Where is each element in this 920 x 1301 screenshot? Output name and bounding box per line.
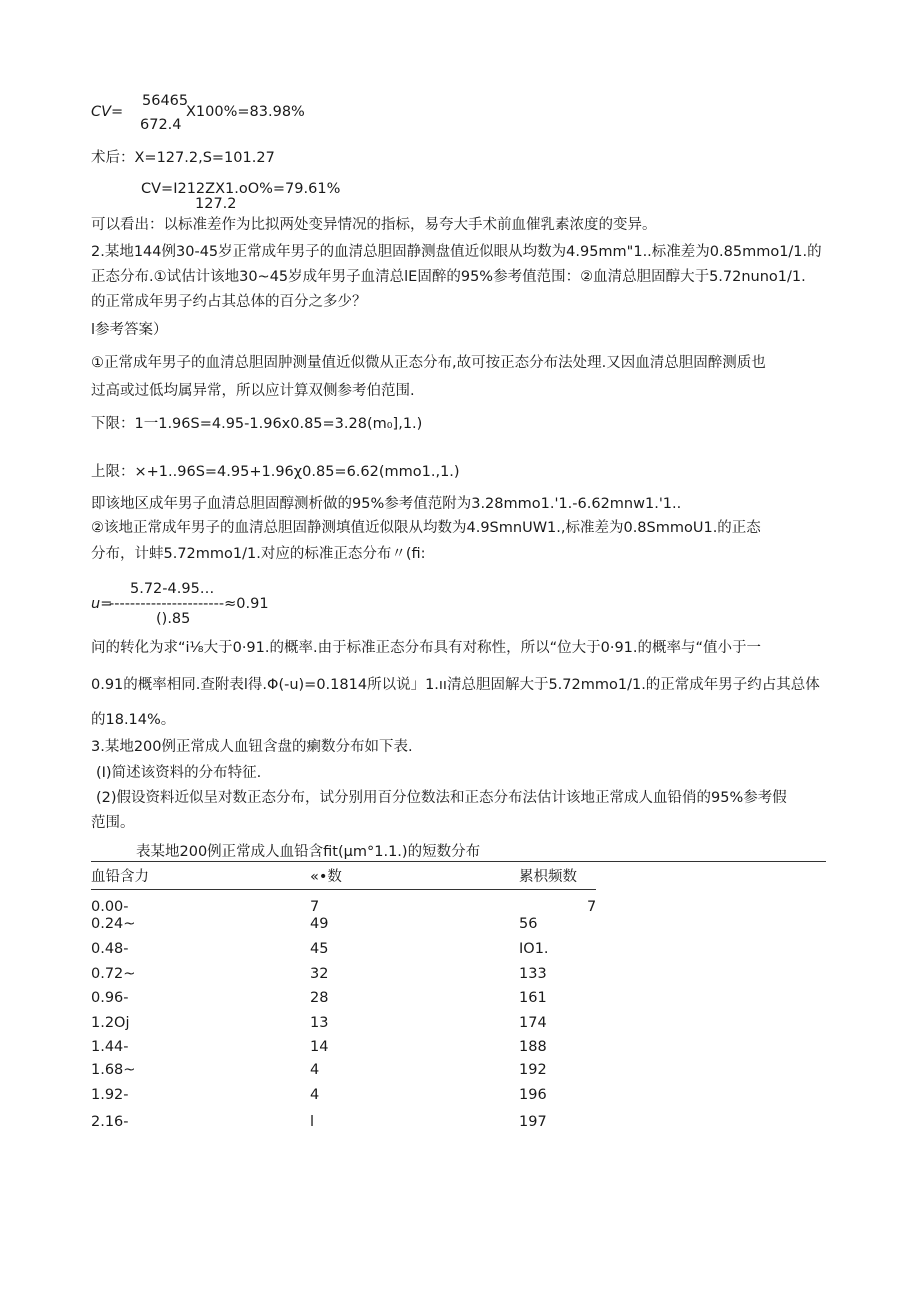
table-cell: 14 (310, 1039, 329, 1055)
u-label: u= (91, 596, 113, 612)
table-cell: 192 (519, 1062, 547, 1078)
table-cell: 196 (519, 1087, 547, 1103)
cv-before-label: CV= (91, 104, 124, 120)
after-cv-numerator: CV=I212ZX1.oO%=79.61% (141, 181, 341, 197)
table-header-rule (91, 889, 596, 890)
table-cell: 4 (310, 1087, 320, 1103)
table-cell: 0.00- (91, 899, 129, 915)
u-fraction-line: ----------------------≈0.91 (109, 596, 269, 612)
table-cell: 161 (519, 990, 547, 1006)
table-cell: 1.44- (91, 1039, 129, 1055)
table-cell: l (310, 1114, 315, 1130)
u-numerator: 5.72-4.95… (130, 581, 215, 597)
a2-text-line1: 问的转化为求“i⅛大于0·91.的概率.由于标准正态分布具有对称性，所以“位大于0·91.的概率与“值小于一 (91, 640, 762, 656)
q2-line2: 正态分布.①试估计该地30~45岁成年男子血清总lE固醉的95%参考值范围：②血清总胆固醇大于5.72nuno1∕1. (91, 269, 806, 285)
table-cell: 188 (519, 1039, 547, 1055)
table-header-frequency: «•数 (310, 869, 342, 885)
table-cell: 7 (310, 899, 320, 915)
a1-line1: ①正常成年男子的血清总胆固肿测量值近似微从正态分布,故可按正态分布法处理.又因血清总胆固醉测质也 (91, 355, 766, 371)
q2-line3: 的正常成年男子约占其总体的百分之多少？ (91, 294, 367, 310)
table-cell: 45 (310, 941, 329, 957)
table-cell: 56 (519, 916, 538, 932)
after-cv-denominator: 127.2 (195, 196, 237, 212)
table-cell: 0.24~ (91, 916, 136, 932)
cv-before-rest: X100%=83.98% (186, 104, 305, 120)
q3-sub1: (I)简述该资料的分布特征. (96, 765, 262, 781)
table-cell: 1.2Oj (91, 1015, 130, 1031)
table-cell: 28 (310, 990, 329, 1006)
q2-line1: 2.某地144例30-45岁正常成年男子的血清总胆固静测盘值近似眼从均数为4.95mm"1..标准差为0.85mmo1∕1.的 (91, 244, 822, 260)
a2-text-line2: 0.91的概率相同.查附表l得.Φ(-u)=0.1814所以说」1.ıı清总胆固解大于5.72mmo1∕1.的正常成年男子约占其总体 (91, 677, 820, 693)
q3-sub2-line2: 范围。 (91, 815, 135, 831)
table-top-rule (91, 861, 826, 862)
table-cell: 174 (519, 1015, 547, 1031)
a2-line1: ②该地正常成年男子的血清总胆固静测填值近似限从均数为4.9SmnUW1.,标准差为0.8SmmoU1.的正态 (91, 520, 761, 536)
table-cell: 197 (519, 1114, 547, 1130)
table-cell: 1.68~ (91, 1062, 136, 1078)
table-header-cumulative: 累枳频数 (519, 869, 577, 885)
a1-conclusion: 即该地区成年男子血清总胆固醇测析做的95%参考值范附为3.28mmo1.'1.-6.62mnw1.'1.. (91, 496, 682, 512)
answer-header: l参考答案） (91, 322, 168, 338)
table-cell: 7 (587, 899, 597, 915)
a2-text-line3: 的18.14%。 (91, 712, 176, 728)
table-title: 表某地200例正常成人血铅含fit(μm°1.1.)的短数分布 (136, 844, 481, 860)
table-cell: 13 (310, 1015, 329, 1031)
table-cell: 1.92- (91, 1087, 129, 1103)
cv-before-denominator: 672.4 (140, 117, 182, 133)
table-cell: IO1. (519, 941, 549, 957)
table-header-content: 血铅含力 (91, 869, 149, 885)
u-denominator: ().85 (156, 611, 191, 627)
table-cell: 4 (310, 1062, 320, 1078)
table-cell: 49 (310, 916, 329, 932)
lower-limit: 下限：1一1.96S=4.95-1.96x0.85=3.28(m₀],1.) (91, 416, 423, 432)
after-surgery-line: 术后：X=127.2,S=101.27 (91, 150, 275, 166)
table-cell: 0.72~ (91, 966, 136, 982)
a1-line2: 过高或过低均属异常，所以应计算双侧参考伯范围. (91, 383, 415, 399)
table-cell: 2.16- (91, 1114, 129, 1130)
table-cell: 133 (519, 966, 547, 982)
q3-sub2-line1: (2)假设资料近似呈对数正态分布，试分别用百分位数法和正态分布法估计该地正常成人血铅俏的95%参考假 (96, 790, 787, 806)
conclusion-text: 可以看出：以标准差作为比拟两处变异情况的指标，易夸大手术前血催乳素浓度的变异。 (91, 217, 657, 233)
table-cell: 0.96- (91, 990, 129, 1006)
q3-line1: 3.某地200例正常成人血钮含盘的瘌数分布如下表. (91, 739, 413, 755)
table-cell: 0.48- (91, 941, 129, 957)
cv-before-numerator: 56465 (142, 93, 189, 109)
a2-line2: 分布，计蚌5.72mmo1∕1.对应的标准正态分布〃(fi: (91, 546, 426, 562)
upper-limit: 上限：×+1..96S=4.95+1.96χ0.85=6.62(mmo1.,1.) (91, 464, 460, 480)
table-cell: 32 (310, 966, 329, 982)
